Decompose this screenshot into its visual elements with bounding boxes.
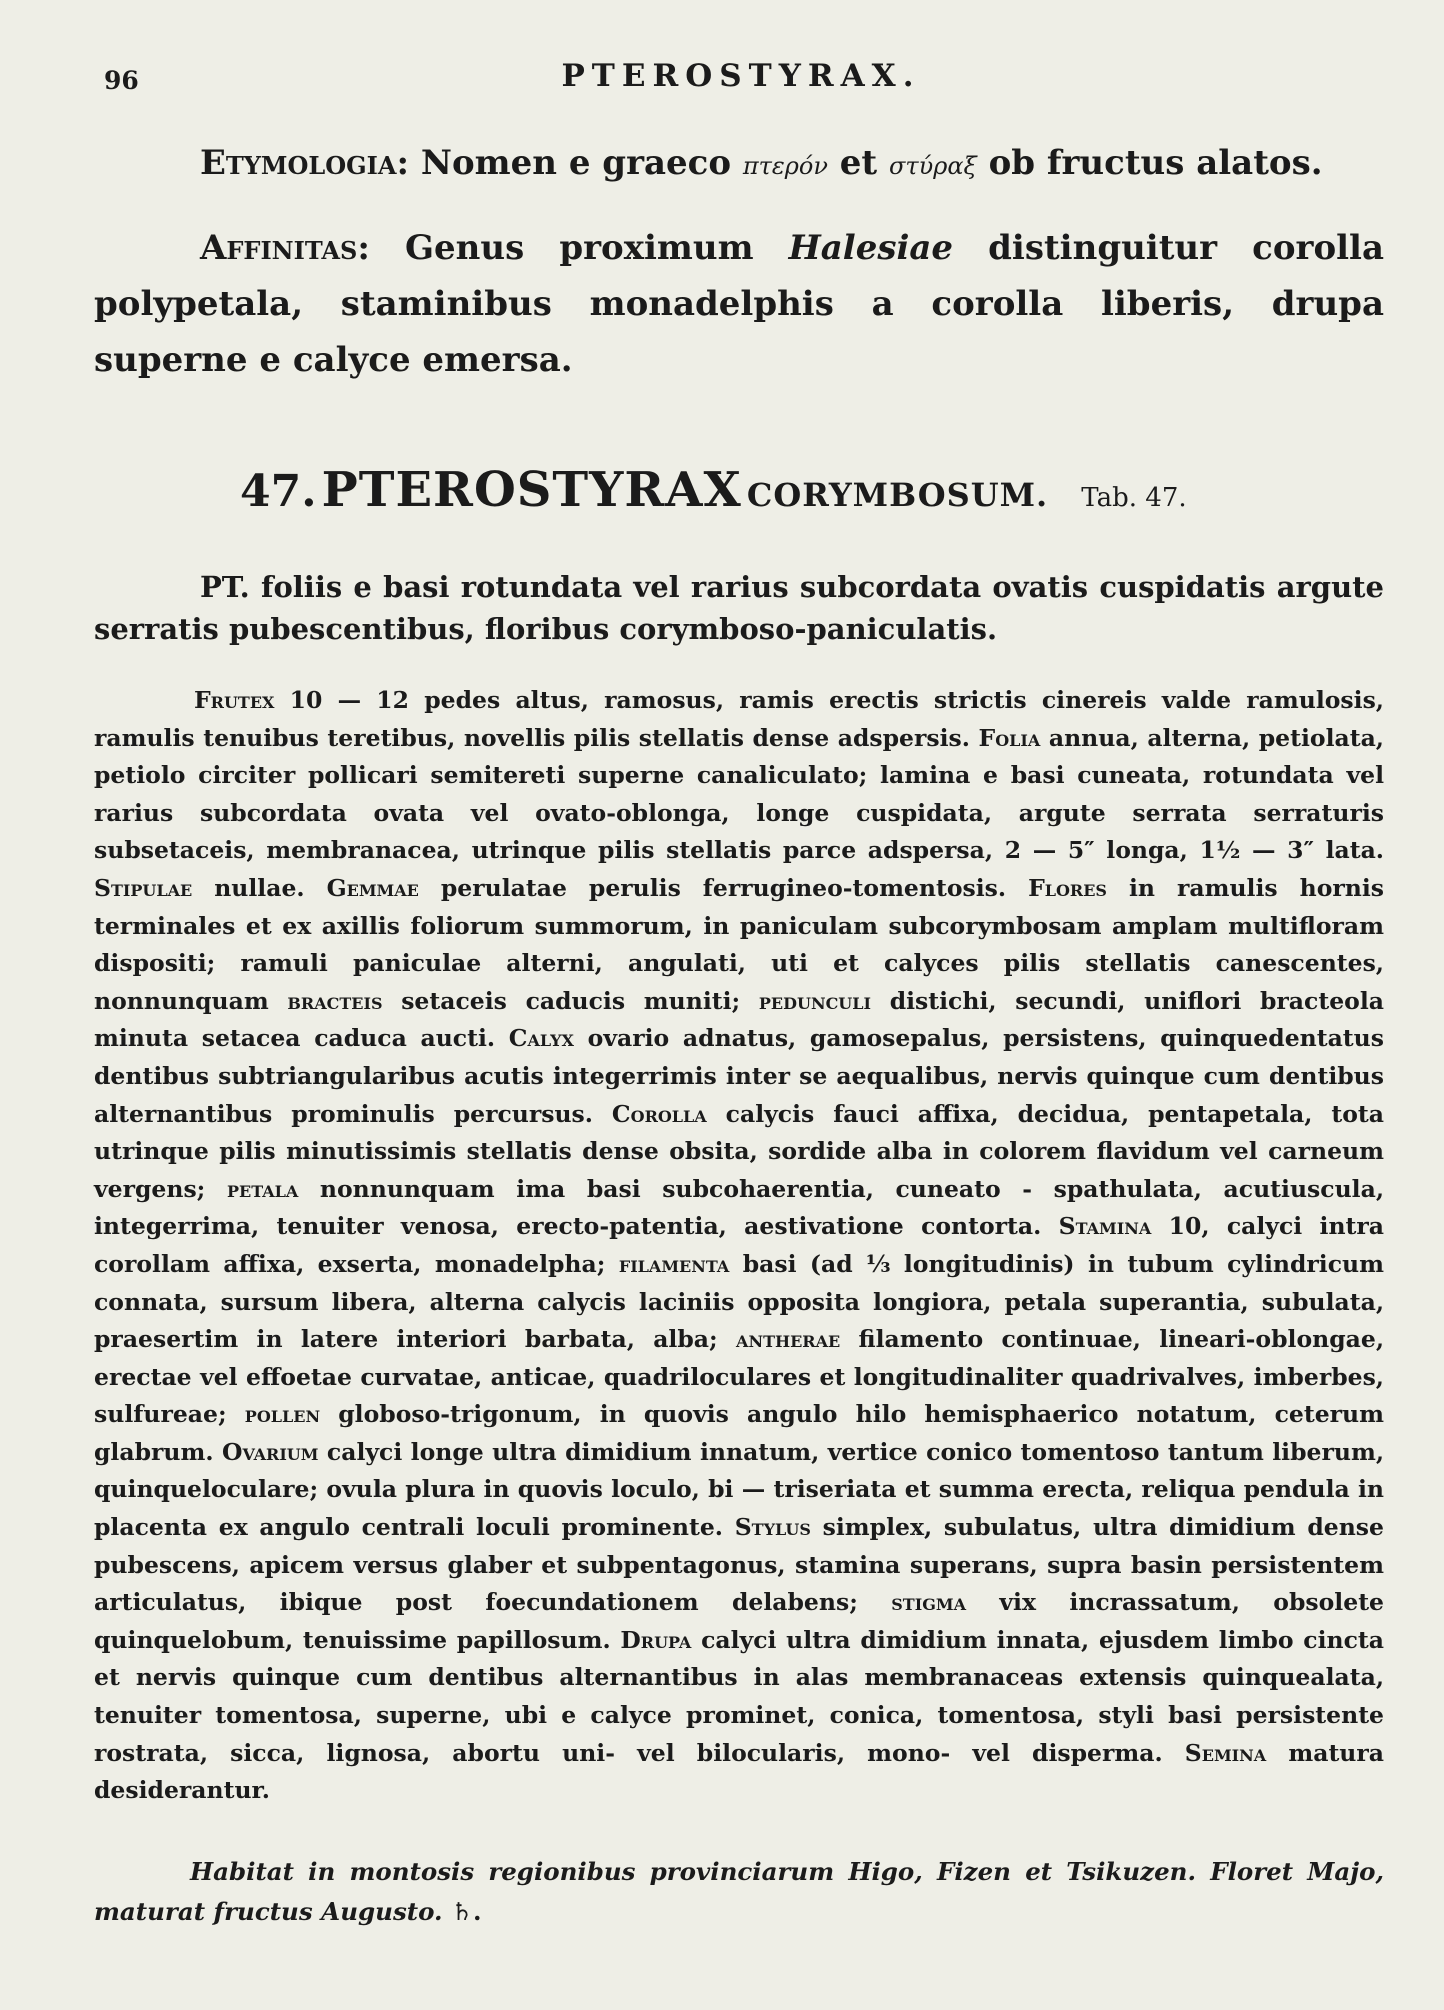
term-bracteis: bracteis bbox=[287, 986, 383, 1015]
description-text: setaceis caducis muniti; bbox=[382, 986, 759, 1015]
term-corolla: Corolla bbox=[611, 1099, 707, 1128]
species-epithet: CORYMBOSUM. bbox=[746, 476, 1049, 514]
running-title: PTEROSTYRAX. bbox=[561, 58, 921, 94]
species-plate-reference: Tab. 47. bbox=[1081, 483, 1187, 513]
affinitas-italic: Halesiae bbox=[788, 228, 954, 268]
habitat-paragraph bbox=[94, 1852, 1384, 1932]
etymology-text-1: : Nomen e graeco bbox=[396, 143, 743, 183]
description-text: globoso-trigonum, in quovis angulo hilo hemisphaerico notatum, ceterum glabrum. bbox=[94, 1400, 1385, 1466]
description-text: nullae. bbox=[192, 873, 327, 902]
description-text: simplex, subulatus, ultra dimidium dense pubescens, apicem versus glaber et subpentagonus, stamina superans, supra basin persistentem articulatus, ibique post foecundationem delabens; bbox=[94, 1513, 1384, 1617]
description-text: perulatae perulis ferrugineo-tomentosis. bbox=[418, 873, 1029, 902]
description-text: calyci ultra dimidium innata, ejusdem limbo cincta et nervis quinque cum dentibus alternantibus in alas membranaceas extensis quinquealata, tenuiter tomentosa, superne, ubi e calyce prominet, conica, tomentosa, styli basi persistente rostrata, sicca, lignosa, abortu uni- vel bilocularis, mono- vel disperma. bbox=[94, 1625, 1384, 1767]
term-ovarium: Ovarium bbox=[221, 1437, 319, 1466]
species-heading bbox=[240, 462, 1340, 518]
etymology-paragraph bbox=[200, 138, 1384, 191]
term-stamina: Stamina bbox=[1058, 1212, 1152, 1241]
description-text: distichi, secundi, uniflori bracteola minuta setacea caduca aucti. bbox=[94, 986, 1384, 1053]
description-paragraph bbox=[94, 682, 1384, 1810]
page-number: 96 bbox=[104, 66, 139, 95]
description-text: nonnunquam ima basi subcohaerentia, cuneato - spathulata, acutiuscula, integerrima, tenuiter venosa, erecto-patentia, aestivatione contorta. bbox=[94, 1174, 1384, 1241]
description-text: calycis fauci affixa, decidua, pentapetala, tota utrinque pilis minutissimis stellatis dense obsita, sordide alba in colorem flavidum vel carneum vergens; bbox=[94, 1099, 1385, 1203]
term-stylus: Stylus bbox=[734, 1513, 811, 1542]
etymology-greek-1: πτερόν bbox=[742, 152, 828, 180]
term-stigma: stigma bbox=[891, 1588, 966, 1617]
affinitas-text-1: : Genus proximum bbox=[357, 228, 789, 268]
term-frutex: Frutex bbox=[194, 686, 275, 714]
description-text: 10, calyci intra corollam affixa, exserta, monadelpha; bbox=[94, 1212, 1384, 1278]
term-semina: Semina bbox=[1184, 1738, 1267, 1767]
term-petala: petala bbox=[226, 1174, 299, 1203]
etymology-text-3: ob fructus alatos. bbox=[976, 143, 1323, 183]
affinitas-text-2: distinguitur corolla polypetala, staminibus monadelphis a corolla liberis, drupa superne e calyce emersa. bbox=[94, 228, 1384, 380]
term-antherae: antherae bbox=[736, 1325, 841, 1354]
term-calyx: Calyx bbox=[508, 1024, 574, 1053]
term-drupa: Drupa bbox=[620, 1625, 692, 1654]
description-text: vix incrassatum, obsolete quinquelobum, tenuissime papillosum. bbox=[94, 1588, 1384, 1654]
shrub-symbol: ♄. bbox=[451, 1897, 482, 1926]
affinitas-label: Affinitas bbox=[200, 228, 358, 268]
description-text: basi (ad ⅓ longitudinis) in tubum cylindricum connata, sursum libera, alterna calycis laciniis opposita longiora, petala superantia, subulata, praesertim in latere interiori barbata, alba; bbox=[94, 1249, 1384, 1354]
description-text: calyci longe ultra dimidium innatum, vertice conico tomentoso tantum liberum, quinqueloculare; ovula plura in quovis loculo, bi — triseriata et summa erecta, reliqua pendula in placenta ex angulo centrali loculi prominente. bbox=[94, 1437, 1385, 1542]
species-genus: PTEROSTYRAX bbox=[321, 462, 742, 518]
term-stipulae: Stipulae bbox=[94, 873, 193, 902]
etymology-greek-2: στύραξ bbox=[888, 152, 977, 180]
description-text: ovario adnatus, gamosepalus, persistens, quinquedentatus dentibus subtriangularibus acutis integerrimis inter se aequalibus, nervis quinque cum dentibus alternantibus prominulis percursus. bbox=[94, 1024, 1384, 1128]
species-number: 47. bbox=[240, 466, 317, 517]
description-text: filamento continuae, lineari-oblongae, erectae vel effoetae curvatae, anticae, quadriloculares et longitudinaliter quadrivalves, imberbes, sulfureae; bbox=[94, 1325, 1384, 1429]
affinitas-paragraph bbox=[94, 220, 1384, 388]
habitat-text: Habitat in montosis regionibus provinciarum Higo, Fizen et Tsikuzen. Floret Majo, maturat fructus Augusto. bbox=[94, 1857, 1384, 1926]
term-flores: Flores bbox=[1028, 873, 1107, 902]
page-header bbox=[98, 52, 1384, 102]
term-pedunculi: pedunculi bbox=[758, 986, 871, 1015]
etymology-label: Etymologia bbox=[200, 143, 397, 183]
description-text: 10 — 12 pedes altus, ramosus, ramis erectis strictis cinereis valde ramulosis, ramulis tenuibus teretibus, novellis pilis stellatis dense adspersis. bbox=[94, 686, 1384, 752]
etymology-text-2: et bbox=[827, 143, 889, 183]
description-text: in ramulis hornis terminales et ex axillis foliorum summorum, in paniculam subcorymbosam amplam multifloram dispositi; ramuli paniculae alterni, angulati, uti et calyces pilis stellatis canescentes, nonnunquam bbox=[94, 873, 1384, 1015]
description-text: matura desiderantur. bbox=[94, 1738, 1384, 1805]
term-filamenta: filamenta bbox=[618, 1249, 730, 1278]
term-pollen: pollen bbox=[244, 1400, 321, 1429]
term-gemmae: Gemmae bbox=[326, 873, 419, 902]
diagnosis-paragraph: PT. foliis e basi rotundata vel rarius subcordata ovatis cuspidatis argute serratis pubescentibus, floribus corymboso-paniculatis. bbox=[94, 570, 1384, 646]
description-text: annua, alterna, petiolata, petiolo circiter pollicari semitereti superne canaliculato; lamina e basi cuneata, rotundata vel rarius subcordata ovata vel ovato-oblonga, longe cuspidata, argute serrata serraturis subsetaceis, membranacea, utrinque pilis stellatis parce adspersa, 2 — 5″ longa, 1½ — 3″ lata. bbox=[94, 723, 1384, 865]
term-folia: Folia bbox=[978, 723, 1041, 752]
